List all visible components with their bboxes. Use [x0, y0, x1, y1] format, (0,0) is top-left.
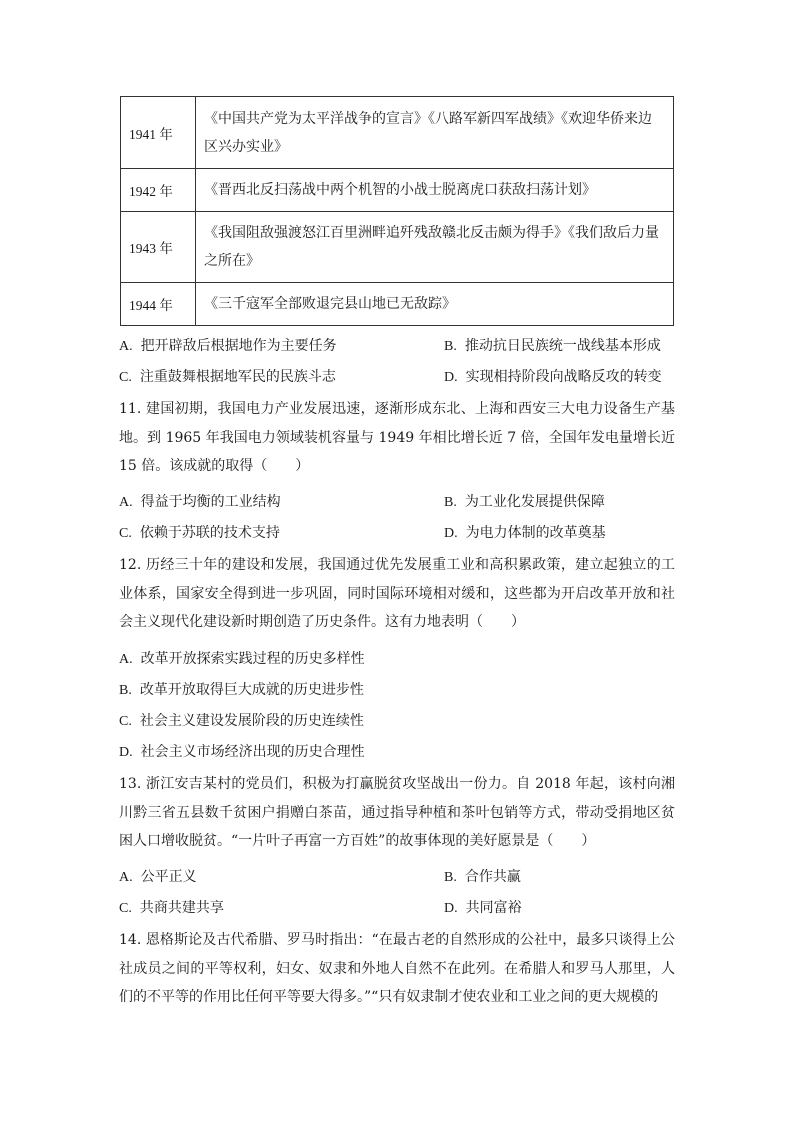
q12-option-b: B. 改革开放取得巨大成就的历史进步性: [119, 682, 364, 698]
q10-option-b: B. 推动抗日民族统一战线基本形成: [444, 338, 661, 354]
newspaper-headlines-table: [120, 96, 674, 326]
q12-option-c: C. 社会主义建设发展阶段的历史连续性: [119, 713, 364, 729]
q13-option-c: C. 共商共建共享: [119, 900, 224, 916]
q11-option-d: D. 为电力体制的改革奠基: [444, 525, 606, 541]
year-cell: 1941 年: [121, 97, 196, 169]
q11-option-c: C. 依赖于苏联的技术支持: [119, 525, 280, 541]
q10-option-d: D. 实现相持阶段向战略反攻的转变: [444, 369, 662, 385]
headline-cell: 《晋西北反扫荡战中两个机智的小战士脱离虎口获敌扫荡计划》: [196, 169, 674, 212]
q13-option-a: A. 公平正义: [119, 869, 197, 885]
q13-option-b: B. 合作共赢: [444, 869, 521, 885]
q14-stem: 14. 恩格斯论及古代希腊、罗马时指出：“在最古老的自然形成的公社中，最多只谈得上公社成员之间的平等权利，妇女、奴隶和外地人自然不在此列。在希腊人和罗马人那里，人们的不平等的作用比任何平等要大得多。”“只有奴隶制才使农业和工业之间的更大规模的: [119, 932, 675, 1005]
table-row: [121, 169, 674, 212]
q13-stem: 13. 浙江安吉某村的党员们，积极为打赢脱贫攻坚战出一份力。自 2018 年起，该村向湘川黔三省五县数千贫困户捐赠白茶苗，通过指导种植和茶叶包销等方式，带动受捐地区贫困人口增收脱贫。“一片叶子再富一方百姓”的故事体现的美好愿景是（ ）: [119, 776, 675, 849]
q11-stem: 11. 建国初期，我国电力产业发展迅速，逐渐形成东北、上海和西安三大电力设备生产基地。到 1965 年我国电力领域装机容量与 1949 年相比增长近 7 倍，全国年发电量增长近 15 倍。该成就的取得（ ）: [119, 401, 675, 474]
q11-option-b: B. 为工业化发展提供保障: [444, 494, 605, 510]
q12-option-d: D. 社会主义市场经济出现的历史合理性: [119, 744, 365, 760]
headline-cell: 《我国阻敌强渡怒江百里洲畔追歼残敌赣北反击颇为得手》《我们敌后力量之所在》: [196, 212, 674, 283]
year-cell: 1942 年: [121, 169, 196, 212]
table-row: [121, 212, 674, 283]
q13-option-d: D. 共同富裕: [444, 900, 522, 916]
year-cell: 1943 年: [121, 212, 196, 283]
headline-cell: 《中国共产党为太平洋战争的宣言》《八路军新四军战绩》《欢迎华侨来边区兴办实业》: [196, 97, 674, 169]
q10-option-a: A. 把开辟敌后根据地作为主要任务: [119, 338, 337, 354]
table-row: [121, 97, 674, 169]
q11-option-a: A. 得益于均衡的工业结构: [119, 494, 281, 510]
q10-option-c: C. 注重鼓舞根据地军民的民族斗志: [119, 369, 336, 385]
headline-cell: 《三千寇军全部败退完县山地已无敌踪》: [196, 283, 674, 326]
year-cell: 1944 年: [121, 283, 196, 326]
q12-option-a: A. 改革开放探索实践过程的历史多样性: [119, 651, 365, 667]
table-row: [121, 283, 674, 326]
q12-stem: 12. 历经三十年的建设和发展，我国通过优先发展重工业和高积累政策，建立起独立的工业体系，国家安全得到进一步巩固，同时国际环境相对缓和，这些都为开启改革开放和社会主义现代化建设新时期创造了历史条件。这有力地表明（ ）: [119, 557, 675, 630]
